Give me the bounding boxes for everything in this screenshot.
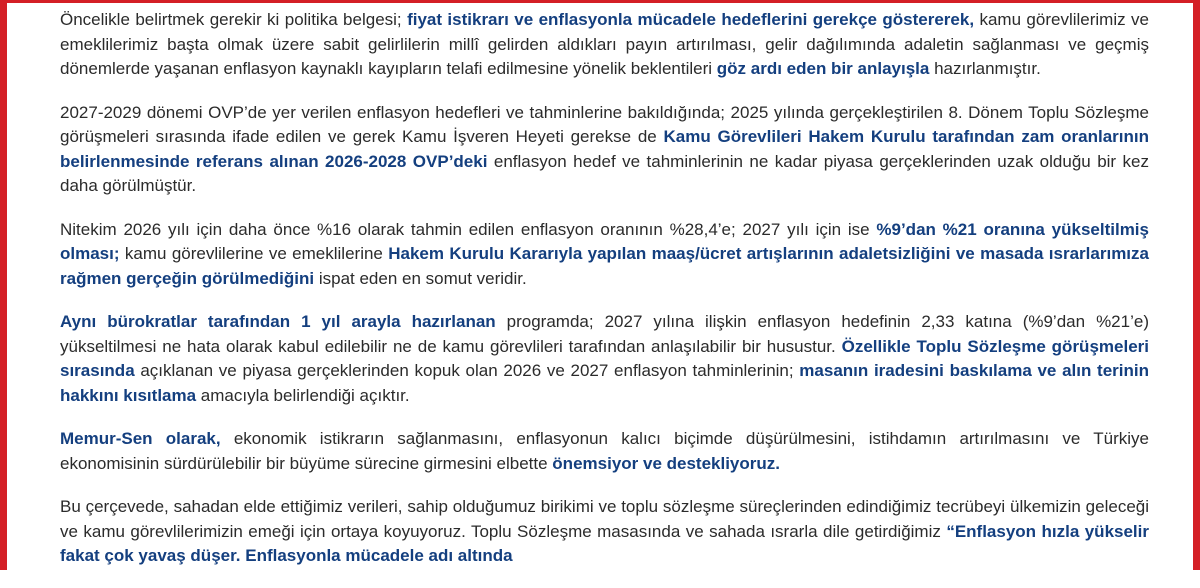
text-segment: ekonomik istikrarın sağlanmasını, enflasyonun kalıcı biçimde düşürülmesini, istihdamın artırılmasını ve Türkiye ekonomisinin sürdürülebilir bir büyüme sürecine girmesini elbette: [60, 429, 1149, 473]
paragraph-1: [60, 8, 1149, 82]
text-segment: Nitekim 2026 yılı için daha önce %16 olarak tahmin edilen enflasyon oranının %28,4’e; 2027 yılı için ise: [60, 219, 877, 239]
text-segment: Bu çerçevede, sahadan elde ettiğimiz verileri, sahip olduğumuz birikimi ve toplu sözleşme süreçlerinden edindiğimiz tecrübeyi ülkemizin geleceği ve kamu görevlilerimizin emeği için ortaya koyuyoruz. Toplu Sözleşme masasında ve sahada ısrarla dile getirdiğimiz: [60, 497, 1149, 541]
text-segment: Öncelikle belirtmek gerekir ki politika belgesi;: [60, 10, 408, 29]
text-segment: ispat eden en somut veridir.: [314, 268, 527, 288]
highlighted-phrase: Aynı bürokratlar tarafından 1 yıl arayla hazırlanan: [60, 312, 496, 331]
top-border: [0, 0, 1200, 3]
paragraph-6: [60, 495, 1149, 569]
highlighted-phrase: fiyat istikrarı ve enflasyonla mücadele hedeflerini gerekçe göstererek,: [407, 10, 975, 29]
highlighted-phrase: göz ardı eden bir anlayışla: [716, 59, 930, 78]
text-segment: hazırlanmıştır.: [929, 59, 1041, 78]
text-segment: programda; 2027 yılına ilişkin enflasyon hedefinin 2,33 katına (%9’dan %21’e) yükseltilmesi ne hata olarak kabul edilebilir ne de kamu görevlileri tarafından anlaşılabilir bir husustur.: [60, 312, 1149, 356]
right-border: [1193, 0, 1200, 570]
paragraph-3: [60, 218, 1149, 292]
paragraph-2: [60, 101, 1149, 199]
highlighted-phrase: Hakem Kurulu Kararıyla yapılan maaş/ücret artışlarının adaletsizliğini ve masada ısrarlarımıza rağmen gerçeğin görülmediğini: [60, 244, 1149, 288]
document-body: [60, 8, 1149, 588]
left-border: [0, 0, 7, 570]
text-segment: 2027-2029 dönemi OVP’de yer verilen enflasyon hedefleri ve tahminlerine bakıldığında; 2025 yılında gerçekleştirilen 8. Dönem Toplu Sözleşme görüşmeleri sırasında ifade edilen ve gerek Kamu İşveren Heyeti gerekse de: [60, 102, 1149, 146]
highlighted-phrase: Özellikle Toplu Sözleşme görüşmeleri sırasında: [60, 336, 1149, 380]
paragraph-4: [60, 310, 1149, 408]
highlighted-phrase: önemsiyor ve destekliyoruz.: [552, 453, 780, 473]
highlighted-phrase: Memur-Sen olarak,: [60, 429, 221, 448]
text-segment: amacıyla belirlendiği açıktır.: [196, 385, 410, 405]
text-segment: enflasyon hedef ve tahminlerinin ne kadar piyasa gerçeklerinden uzak olduğu bir kez daha görülmüştür.: [60, 151, 1149, 195]
highlighted-phrase: “Enflasyon hızla yükselir fakat çok yavaş düşer. Enflasyonla mücadele adı altında: [60, 521, 1149, 565]
highlighted-phrase: Kamu Görevlileri Hakem Kurulu tarafından zam oranlarının belirlenmesinde referans alınan 2026-2028 OVP’deki: [60, 127, 1149, 171]
text-segment: kamu görevlilerimiz ve emeklilerimiz başta olmak üzere sabit gelirlilerin millî gelirden aldıkları payın artırılması, gelir dağılımında adaletin sağlanması ve geçmiş dönemlerde yaşanan enflasyon kaynaklı kayıpların telafi edilmesine yönelik beklentileri: [60, 10, 1149, 78]
highlighted-phrase: %9’dan %21 oranına yükseltilmiş olması;: [60, 219, 1149, 263]
paragraph-5: [60, 427, 1149, 476]
text-segment: açıklanan ve piyasa gerçeklerinden kopuk olan 2026 ve 2027 enflasyon tahminlerinin;: [134, 361, 800, 380]
text-segment: kamu görevlilerine ve emeklilerine: [119, 244, 389, 263]
highlighted-phrase: masanın iradesini baskılama ve alın terinin hakkını kısıtlama: [60, 361, 1149, 405]
